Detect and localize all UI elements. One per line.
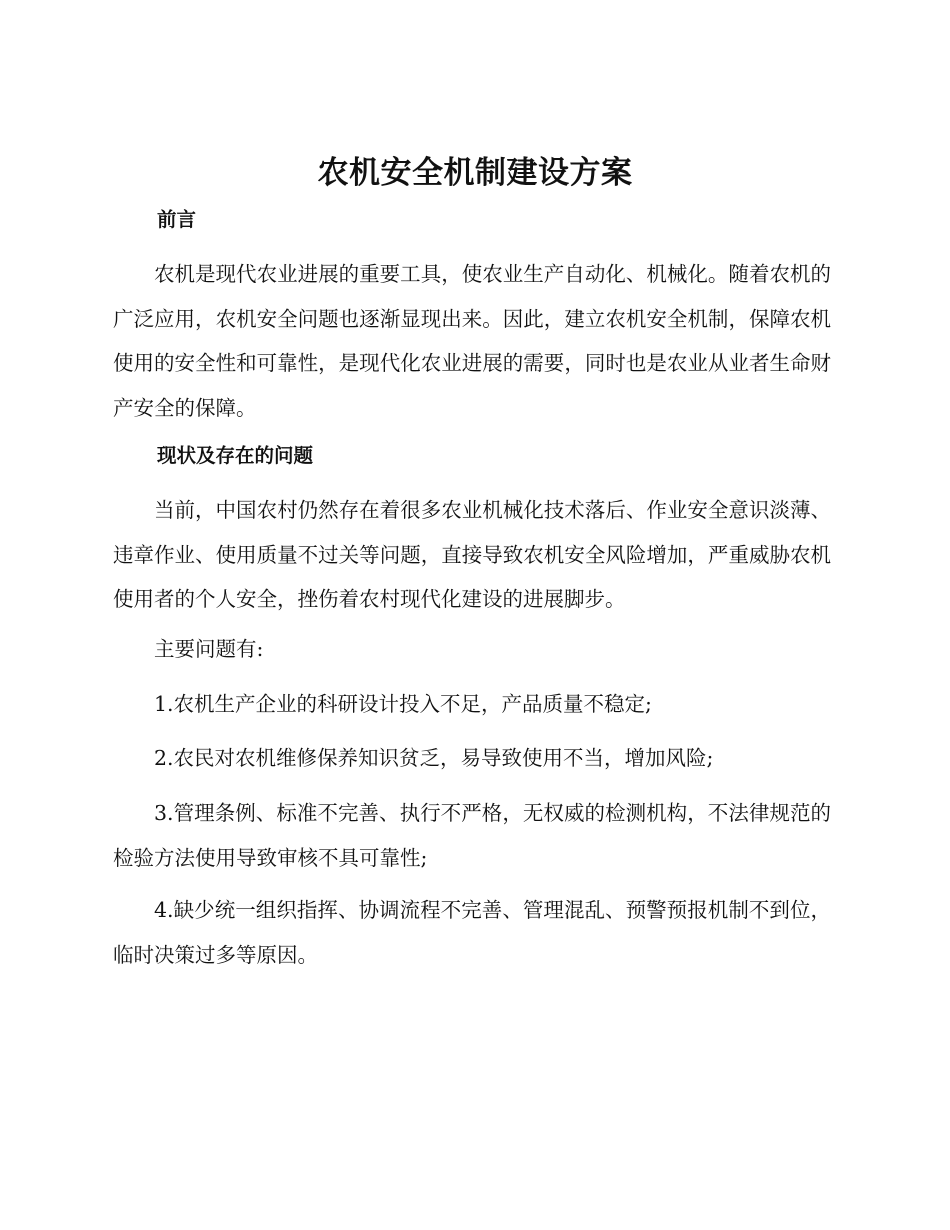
- section-heading-status-problems: 现状及存在的问题: [157, 444, 314, 467]
- list-item-problem-2: 2.农民对农机维修保养知识贫乏，易导致使用不当，增加风险;: [154, 746, 714, 770]
- paragraph-current-status: 当前，中国农村仍然存在着很多农业机械化技术落后、作业安全意识淡薄、违章作业、使用质量不过关等问题，直接导致农机安全风险增加，严重威胁农机使用者的个人安全，挫伤着农村现代化建设的进展脚步。: [113, 498, 831, 611]
- section-heading-preface: 前言: [157, 208, 197, 231]
- document-title: 农机安全机制建设方案: [317, 155, 633, 191]
- list-item-problem-4: 4.缺少统一组织指挥、协调流程不完善、管理混乱、预警预报机制不到位，临时决策过多等原因。: [113, 898, 831, 967]
- paragraph-main-problems-intro: 主要问题有:: [154, 637, 264, 661]
- list-item-problem-1: 1.农机生产企业的科研设计投入不足，产品质量不稳定;: [154, 692, 652, 716]
- paragraph-preface: 农机是现代农业进展的重要工具，使农业生产自动化、机械化。随着农机的广泛应用，农机安全问题也逐渐显现出来。因此，建立农机安全机制，保障农机使用的安全性和可靠性，是现代化农业进展的需要，同时也是农业从业者生命财产安全的保障。: [113, 262, 831, 420]
- list-item-problem-3: 3.管理条例、标准不完善、执行不严格，无权威的检测机构，不法律规范的检验方法使用导致审核不具可靠性;: [113, 801, 831, 870]
